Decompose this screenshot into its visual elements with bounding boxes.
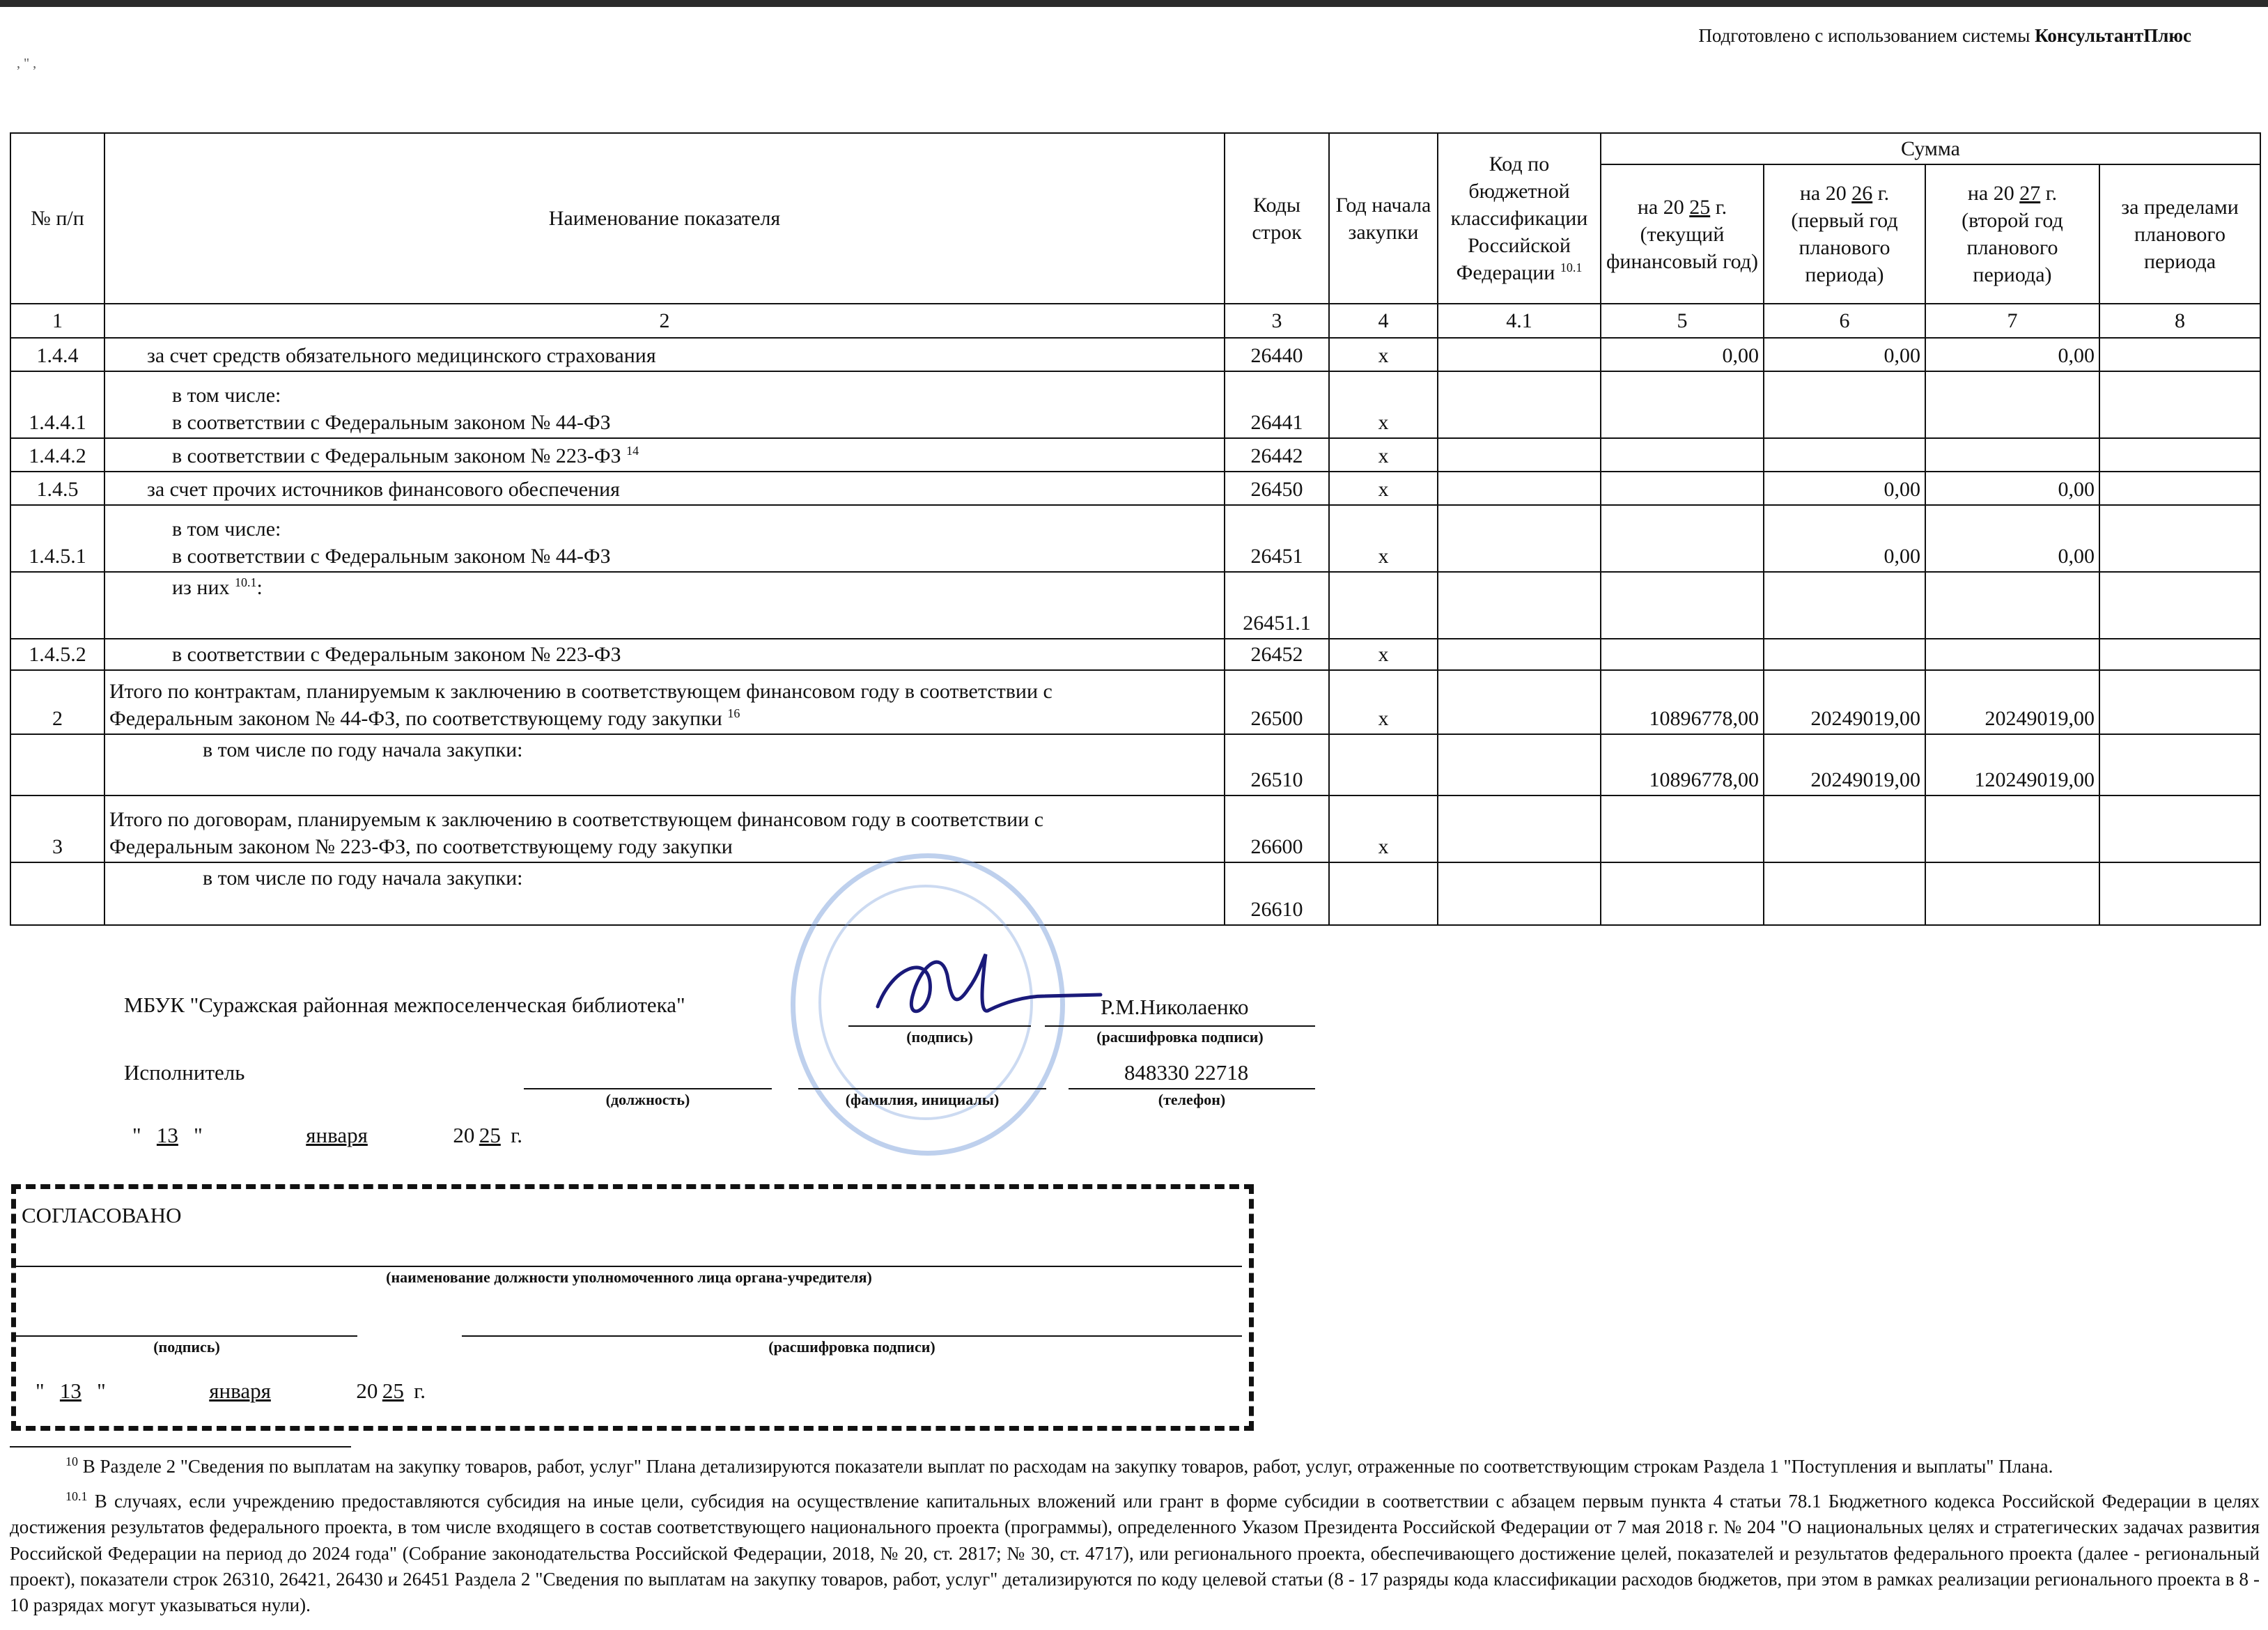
top-edge-bar — [0, 0, 2268, 7]
row-sum-2: 0,00 — [1764, 338, 1925, 371]
row-num — [10, 862, 104, 925]
row-sum-4 — [2099, 639, 2260, 670]
header-kbk-sup: 10.1 — [1560, 261, 1583, 274]
table-row — [10, 472, 2260, 505]
organization-name: МБУК "Суражская районная межпоселенческая библиотека" — [124, 993, 685, 1017]
col-number: 1 — [10, 304, 104, 338]
row-name-sup: 14 — [626, 444, 639, 458]
header-year3-suffix: г. — [2045, 182, 2058, 205]
row-name-cell — [104, 862, 1225, 925]
row-kbk — [1438, 795, 1601, 862]
row-year: x — [1329, 639, 1438, 670]
row-year: x — [1329, 670, 1438, 734]
row-sum-2 — [1764, 639, 1925, 670]
row-name-lead: в том числе: — [172, 518, 281, 541]
table-row — [10, 338, 2260, 371]
header-year2-prefix: на 20 — [1799, 182, 1847, 205]
row-num: 1.4.5.1 — [10, 505, 104, 572]
row-sum-4 — [2099, 795, 2260, 862]
table-row — [10, 505, 2260, 572]
table-row — [10, 862, 2260, 925]
row-sum-2 — [1764, 862, 1925, 925]
header-year1-year: 25 — [1689, 195, 1711, 219]
header-beyond: за пределами планового периода — [2099, 164, 2260, 304]
signer-name-line — [1045, 1025, 1315, 1027]
table-row — [10, 371, 2260, 438]
row-name-lead: Итого по контрактам, планируемым к заключению в соответствующем финансовом году в соответствии с — [109, 680, 1053, 703]
row-name-cell — [104, 371, 1225, 438]
header-kbk-text: Код по бюджетной классификации Российской Федерации — [1450, 153, 1588, 284]
agreed-date — [36, 1379, 426, 1404]
header-year2-desc: (первый год планового периода) — [1791, 209, 1898, 286]
row-kbk — [1438, 505, 1601, 572]
col-number: 8 — [2099, 304, 2260, 338]
agreement-box — [11, 1184, 1254, 1431]
executor-label: Исполнитель — [124, 1060, 245, 1085]
header-year1-prefix: на 20 — [1637, 195, 1684, 219]
row-kbk — [1438, 438, 1601, 472]
row-kbk — [1438, 639, 1601, 670]
row-num: 1.4.4.1 — [10, 371, 104, 438]
col-number: 5 — [1601, 304, 1764, 338]
agreed-date-suffix: г. — [414, 1379, 426, 1403]
date-quote-close: " — [194, 1123, 203, 1147]
agreed-date-quote-open: " — [36, 1379, 45, 1403]
row-year: x — [1329, 338, 1438, 371]
date-month: января — [306, 1123, 368, 1147]
row-sum-4 — [2099, 670, 2260, 734]
row-name: в соответствии с Федеральным законом № 223-ФЗ — [104, 639, 1225, 670]
signature-line — [848, 1025, 1031, 1027]
row-num: 1.4.5.2 — [10, 639, 104, 670]
row-sum-4 — [2099, 862, 2260, 925]
agreed-date-quote-close: " — [97, 1379, 106, 1403]
footnote-divider — [10, 1446, 351, 1447]
row-name-lead: в том числе по году начала закупки: — [203, 867, 523, 890]
row-sum-1 — [1601, 795, 1764, 862]
row-code: 26500 — [1225, 670, 1329, 734]
header-year3-desc: (второй год планового периода) — [1962, 209, 2063, 286]
row-sum-1 — [1601, 505, 1764, 572]
row-kbk — [1438, 734, 1601, 795]
row-sum-4 — [2099, 734, 2260, 795]
row-name-lead: в том числе: — [172, 384, 281, 407]
row-kbk — [1438, 572, 1601, 639]
row-year — [1329, 572, 1438, 639]
agreed-date-day: 13 — [59, 1379, 81, 1403]
table-row — [10, 639, 2260, 670]
row-sum-1 — [1601, 438, 1764, 472]
row-sum-2 — [1764, 371, 1925, 438]
row-name-cell — [104, 734, 1225, 795]
row-sum-3 — [1925, 862, 2099, 925]
row-kbk — [1438, 371, 1601, 438]
row-kbk — [1438, 472, 1601, 505]
row-code: 26610 — [1225, 862, 1329, 925]
row-code: 26451 — [1225, 505, 1329, 572]
consultant-notice — [1698, 25, 2191, 47]
row-sum-4 — [2099, 572, 2260, 639]
header-year3-prefix: на 20 — [1967, 182, 2014, 205]
row-name: в соответствии с Федеральным законом № 223-ФЗ — [172, 444, 621, 467]
row-sum-2: 0,00 — [1764, 505, 1925, 572]
row-name-sup: 10.1 — [235, 575, 257, 589]
col-number: 7 — [1925, 304, 2099, 338]
table-row — [10, 734, 2260, 795]
row-year: x — [1329, 472, 1438, 505]
position-line — [524, 1088, 772, 1089]
date-quote-open: " — [132, 1123, 141, 1147]
row-name-cell — [104, 438, 1225, 472]
row-kbk — [1438, 862, 1601, 925]
row-num — [10, 572, 104, 639]
row-sum-1 — [1601, 862, 1764, 925]
row-sum-3 — [1925, 438, 2099, 472]
row-sum-4 — [2099, 438, 2260, 472]
agreed-decode-line — [462, 1335, 1242, 1337]
row-name: в соответствии с Федеральным законом № 44-ФЗ — [172, 411, 611, 434]
row-sum-4 — [2099, 371, 2260, 438]
row-sum-2 — [1764, 795, 1925, 862]
header-num: № п/п — [10, 133, 104, 304]
footnote-10-1-text: В случаях, если учреждению предоставляются субсидия на иные цели, субсидия на осуществление капитальных вложений или грант в форме субсидии в соответствии с абзацем первым пункта 4 статьи 78.1 Бюджетного кодекса Российской Федерации в целях достижения результатов федерального проекта, в том числе входящего в состав соответствующего национального проекта (программы), определенного Указом Президента Российской Федерации от 7 мая 2018 г. № 204 "О национальных целях и стратегических задачах развития Российской Федерации на период до 2024 года" (Собрание законодательства Российской Федерации, 2018, № 20, ст. 2817; № 30, ст. 4717), или регионального проекта, обеспечивающего достижение целей, показателей и результатов федерального проекта (далее - региональный проект), показатели строк 26310, 26421, 26430 и 26451 Раздела 2 "Сведения по выплатам на закупку товаров, работ, услуг" детализируются по коду целевой статьи (8 - 17 разряды кода классификации расходов бюджетов, при этом в рамках реализации регионального проекта в 8 - 10 разрядах могут указываться нули). — [10, 1491, 2260, 1615]
row-name-cell — [104, 795, 1225, 862]
row-sum-2 — [1764, 438, 1925, 472]
row-year: x — [1329, 505, 1438, 572]
row-name-cell — [104, 670, 1225, 734]
official-line — [16, 1266, 1242, 1267]
row-sum-2: 20249019,00 — [1764, 734, 1925, 795]
agreed-date-year: 25 — [382, 1379, 404, 1403]
row-sum-1: 0,00 — [1601, 338, 1764, 371]
footnote-10-text: В Разделе 2 "Сведения по выплатам на закупку товаров, работ, услуг" Плана детализируются показатели выплат по расходам на закупку товаров, работ, услуг, отраженные по соответствующим строкам Раздела 1 "Поступления и выплаты" Плана. — [82, 1456, 2053, 1477]
row-kbk — [1438, 338, 1601, 371]
row-sum-1 — [1601, 572, 1764, 639]
row-sum-1: 10896778,00 — [1601, 670, 1764, 734]
date-suffix: г. — [511, 1123, 523, 1147]
row-code: 26451.1 — [1225, 572, 1329, 639]
row-sum-3 — [1925, 572, 2099, 639]
row-num: 1.4.4.2 — [10, 438, 104, 472]
row-name-lead: Итого по договорам, планируемым к заключению в соответствующем финансовом году в соответствии с — [109, 808, 1044, 831]
col-number: 4.1 — [1438, 304, 1601, 338]
row-num — [10, 734, 104, 795]
row-sum-1: 10896778,00 — [1601, 734, 1764, 795]
header-year1-suffix: г. — [1715, 195, 1727, 219]
agreed-title: СОГЛАСОВАНО — [22, 1203, 182, 1227]
purchases-table — [10, 132, 2261, 926]
header-year2-suffix: г. — [1877, 182, 1890, 205]
row-code: 26450 — [1225, 472, 1329, 505]
scan-specks: , " , — [17, 56, 37, 71]
col-number: 3 — [1225, 304, 1329, 338]
row-kbk — [1438, 670, 1601, 734]
row-sum-1 — [1601, 472, 1764, 505]
header-year2-year: 26 — [1851, 182, 1873, 205]
row-sum-3: 20249019,00 — [1925, 670, 2099, 734]
row-sum-3: 0,00 — [1925, 338, 2099, 371]
header-year-start: Год начала закупки — [1329, 133, 1438, 304]
header-kbk — [1438, 133, 1601, 304]
caption-official: (наименование должности уполномоченного лица органа-учредителя) — [386, 1268, 872, 1286]
row-sum-3: 120249019,00 — [1925, 734, 2099, 795]
phone-line — [1069, 1088, 1315, 1089]
row-code: 26600 — [1225, 795, 1329, 862]
row-year: x — [1329, 438, 1438, 472]
executor-phone: 848330 22718 — [1124, 1060, 1249, 1085]
row-sum-3 — [1925, 639, 2099, 670]
row-num: 3 — [10, 795, 104, 862]
row-year — [1329, 862, 1438, 925]
row-sum-4 — [2099, 505, 2260, 572]
row-name: Федеральным законом № 223-ФЗ, по соответствующему году закупки — [109, 835, 733, 858]
footnote-10 — [10, 1453, 2260, 1480]
row-sum-2: 20249019,00 — [1764, 670, 1925, 734]
header-year2 — [1764, 164, 1925, 304]
consultant-brand: КонсультантПлюс — [2035, 25, 2191, 46]
header-year3 — [1925, 164, 2099, 304]
row-code: 26440 — [1225, 338, 1329, 371]
row-sum-3: 0,00 — [1925, 505, 2099, 572]
header-name: Наименование показателя — [104, 133, 1225, 304]
header-sum: Сумма — [1601, 133, 2260, 164]
row-year: x — [1329, 795, 1438, 862]
agreed-caption-decode: (расшифровка подписи) — [768, 1338, 935, 1356]
agreed-signature-line — [16, 1335, 357, 1337]
agreed-date-month: января — [209, 1379, 271, 1403]
agreed-date-century: 20 — [356, 1379, 378, 1403]
row-sum-4 — [2099, 338, 2260, 371]
consultant-prefix: Подготовлено с использованием системы — [1698, 25, 2030, 46]
header-codes: Коды строк — [1225, 133, 1329, 304]
date-century: 20 — [453, 1123, 475, 1147]
row-name-sup: 16 — [727, 706, 740, 720]
row-name: из них — [172, 576, 230, 599]
row-name: за счет средств обязательного медицинского страхования — [104, 338, 1225, 371]
row-code: 26452 — [1225, 639, 1329, 670]
row-num: 1.4.4 — [10, 338, 104, 371]
col-number: 2 — [104, 304, 1225, 338]
row-sum-1 — [1601, 371, 1764, 438]
row-sum-2 — [1764, 572, 1925, 639]
table-row — [10, 795, 2260, 862]
caption-signature: (подпись) — [906, 1028, 973, 1046]
agreed-caption-signature: (подпись) — [153, 1338, 220, 1356]
row-code: 26441 — [1225, 371, 1329, 438]
row-name-lead: в том числе по году начала закупки: — [203, 738, 523, 761]
fio-line — [798, 1088, 1046, 1089]
row-sum-1 — [1601, 639, 1764, 670]
caption-decode: (расшифровка подписи) — [1096, 1028, 1264, 1046]
date-year: 25 — [479, 1123, 501, 1147]
signer-name: Р.М.Николаенко — [1101, 995, 1249, 1019]
row-sum-3 — [1925, 371, 2099, 438]
row-sum-3 — [1925, 795, 2099, 862]
row-code: 26442 — [1225, 438, 1329, 472]
header-year1 — [1601, 164, 1764, 304]
header-year3-year: 27 — [2019, 182, 2041, 205]
table-row — [10, 572, 2260, 639]
table-row — [10, 438, 2260, 472]
footnote-10-1 — [10, 1488, 2260, 1618]
col-number: 4 — [1329, 304, 1438, 338]
footnote-10-1-mark: 10.1 — [65, 1489, 88, 1503]
row-num: 1.4.5 — [10, 472, 104, 505]
row-name: Федеральным законом № 44-ФЗ, по соответствующему году закупки — [109, 707, 722, 730]
caption-fio: (фамилия, инициалы) — [845, 1091, 1000, 1108]
date-day: 13 — [156, 1123, 178, 1147]
row-sum-4 — [2099, 472, 2260, 505]
row-code: 26510 — [1225, 734, 1329, 795]
sign-date — [132, 1123, 522, 1148]
row-year: x — [1329, 371, 1438, 438]
col-number: 6 — [1764, 304, 1925, 338]
caption-phone: (телефон) — [1158, 1091, 1226, 1108]
table-row — [10, 670, 2260, 734]
row-name-cell — [104, 505, 1225, 572]
row-name: за счет прочих источников финансового обеспечения — [104, 472, 1225, 505]
row-num: 2 — [10, 670, 104, 734]
row-name-cell — [104, 572, 1225, 639]
row-name-tail: : — [256, 576, 263, 599]
row-sum-2: 0,00 — [1764, 472, 1925, 505]
row-name: в соответствии с Федеральным законом № 44-ФЗ — [172, 545, 611, 568]
row-year — [1329, 734, 1438, 795]
footnote-10-mark: 10 — [65, 1454, 78, 1468]
caption-position: (должность) — [605, 1091, 690, 1108]
row-sum-3: 0,00 — [1925, 472, 2099, 505]
header-year1-desc: (текущий финансовый год) — [1606, 222, 1759, 273]
